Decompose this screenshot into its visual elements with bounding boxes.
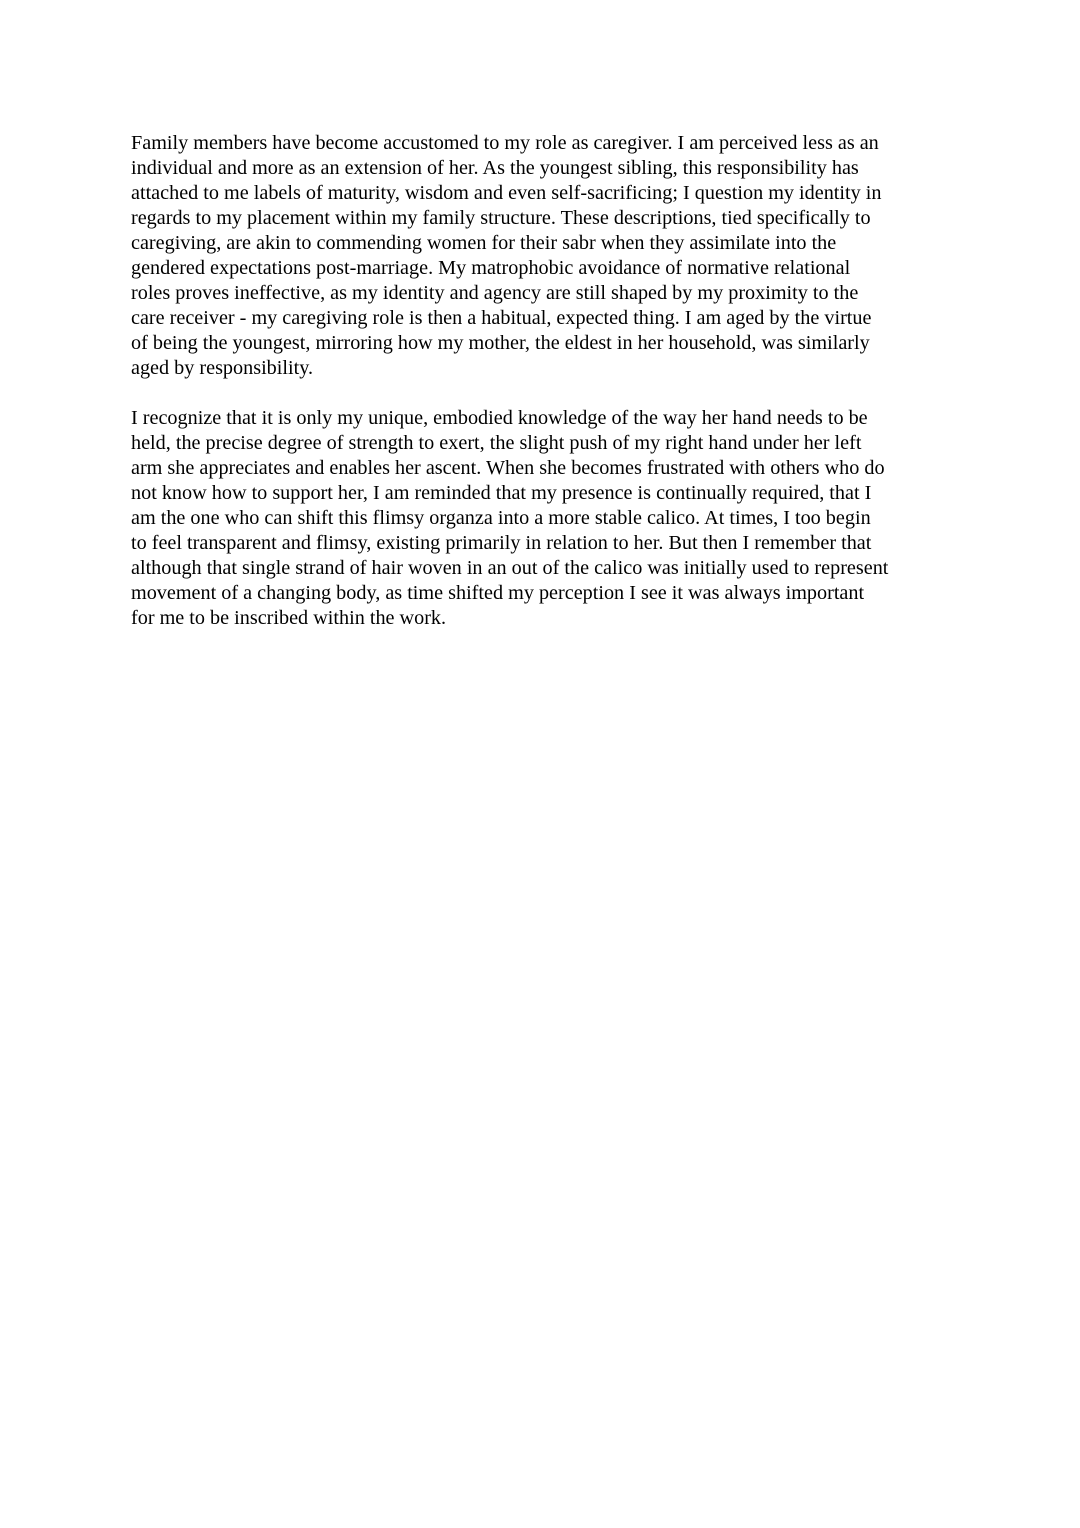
text-line: roles proves ineffective, as my identity and agency are still shaped by my proximity to the <box>131 282 859 304</box>
text-line: attached to me labels of maturity, wisdom and even self-sacrificing; I question my identity in <box>131 182 882 204</box>
paragraph-2 <box>131 406 951 631</box>
text-line: individual and more as an extension of her. As the youngest sibling, this responsibility has <box>131 157 859 179</box>
document-body <box>131 131 951 631</box>
text-line: of being the youngest, mirroring how my mother, the eldest in her household, was similarly <box>131 332 870 354</box>
text-line: although that single strand of hair woven in an out of the calico was initially used to represent <box>131 557 889 579</box>
text-line: Family members have become accustomed to my role as caregiver. I am perceived less as an <box>131 132 879 154</box>
text-line: arm she appreciates and enables her ascent. When she becomes frustrated with others who do <box>131 457 885 479</box>
text-line: aged by responsibility. <box>131 357 314 379</box>
text-line: regards to my placement within my family structure. These descriptions, tied specifically to <box>131 207 871 229</box>
text-line: for me to be inscribed within the work. <box>131 607 447 629</box>
text-line: care receiver - my caregiving role is then a habitual, expected thing. I am aged by the virtue <box>131 307 872 329</box>
paragraph-1 <box>131 131 951 381</box>
text-line: movement of a changing body, as time shifted my perception I see it was always important <box>131 582 865 604</box>
text-line: am the one who can shift this flimsy organza into a more stable calico. At times, I too begin <box>131 507 871 529</box>
text-line: gendered expectations post-marriage. My matrophobic avoidance of normative relational <box>131 257 851 279</box>
text-line: I recognize that it is only my unique, embodied knowledge of the way her hand needs to be <box>131 407 868 429</box>
text-line: to feel transparent and flimsy, existing primarily in relation to her. But then I remember that <box>131 532 872 554</box>
text-line: held, the precise degree of strength to exert, the slight push of my right hand under her left <box>131 432 862 454</box>
text-line: not know how to support her, I am reminded that my presence is continually required, that I <box>131 482 872 504</box>
text-line: caregiving, are akin to commending women for their sabr when they assimilate into the <box>131 232 837 254</box>
